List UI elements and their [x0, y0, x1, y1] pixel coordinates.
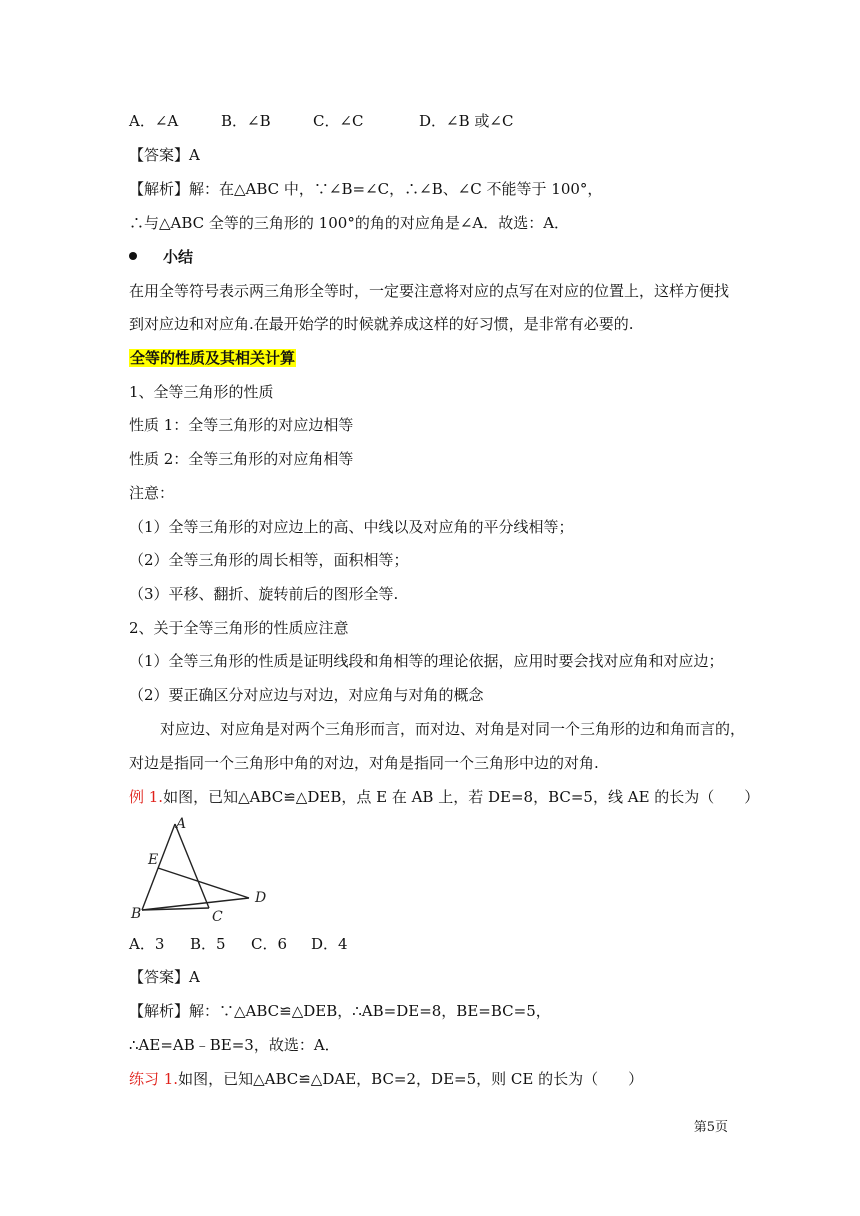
- option-b: B．∠B: [221, 112, 271, 130]
- note-item-1: （1）全等三角形的对应边上的高、中线以及对应角的平分线相等；: [129, 518, 574, 536]
- summary-heading: 小结: [129, 247, 193, 267]
- explanation-line-1: 对应边、对应角是对两个三角形而言，而对边、对角是对同一个三角形的边和角而言的，: [160, 720, 746, 738]
- option-d: D．∠B 或∠C: [419, 112, 514, 130]
- segment-AC: [175, 824, 209, 908]
- practice-label: 练习 1.: [129, 1070, 179, 1088]
- subheading-1: 1、全等三角形的性质: [129, 383, 274, 401]
- previous-analysis-line-1: 【解析】解：在△ABC 中，∵∠B=∠C，∴∠B、∠C 不能等于 100°，: [129, 180, 603, 198]
- highlighted-heading: 全等的性质及其相关计算: [130, 349, 296, 367]
- vertex-label-e: E: [148, 852, 159, 868]
- explanation-line-2: 对边是指同一个三角形中角的对边，对角是指同一个三角形中边的对角.: [129, 754, 599, 772]
- example-text: 如图，已知△ABC≌△DEB，点 E 在 AB 上，若 DE=8，BC=5，线 AE 的长为（ ）: [163, 788, 760, 806]
- property-1: 性质 1：全等三角形的对应边相等: [129, 416, 354, 434]
- summary-paragraph-line-1: 在用全等符号表示两三角形全等时，一定要注意将对应的点写在对应的位置上，这样方便找: [129, 282, 730, 300]
- previous-answer: 【答案】A: [129, 146, 200, 164]
- option-a: A．3: [129, 935, 165, 953]
- caution-item-2: （2）要正确区分对应边与对边，对应角与对角的概念: [129, 686, 484, 704]
- segment-AB: [142, 824, 175, 910]
- triangle-figure: [128, 816, 274, 922]
- example-1-answer: 【答案】A: [129, 968, 200, 986]
- option-c: C．∠C: [313, 112, 364, 130]
- vertex-label-a: A: [176, 816, 187, 832]
- example-label: 例 1.: [129, 788, 164, 806]
- summary-paragraph-line-2: 到对应边和对应角.在最开始学的时候就养成这样的好习惯，是非常有必要的.: [129, 315, 634, 333]
- note-item-2: （2）全等三角形的周长相等，面积相等；: [129, 551, 409, 569]
- practice-text: 如图，已知△ABC≌△DAE，BC=2，DE=5，则 CE 的长为（ ）: [178, 1070, 644, 1088]
- vertex-label-d: D: [255, 890, 267, 906]
- vertex-label-c: C: [212, 909, 223, 922]
- section-heading: [129, 348, 296, 368]
- note-label: 注意：: [129, 484, 175, 502]
- example-1-analysis-line-2: ∴AE=AB﹣BE=3，故选：A．: [129, 1036, 340, 1054]
- option-a: A．∠A: [129, 112, 179, 130]
- option-b: B．5: [190, 935, 226, 953]
- bullet-icon: [129, 252, 137, 260]
- subheading-2: 2、关于全等三角形的性质应注意: [129, 619, 349, 637]
- previous-question-options: [129, 111, 513, 131]
- option-c: C．6: [251, 935, 288, 953]
- example-1-question: [129, 787, 759, 807]
- example-1-analysis-line-1: 【解析】解：∵△ABC≌△DEB，∴AB=DE=8，BE=BC=5，: [129, 1002, 551, 1020]
- property-2: 性质 2：全等三角形的对应角相等: [129, 450, 354, 468]
- note-item-3: （3）平移、翻折、旋转前后的图形全等.: [129, 585, 399, 603]
- vertex-label-b: B: [131, 906, 142, 922]
- caution-item-1: （1）全等三角形的性质是证明线段和角相等的理论依据，应用时要会找对应角和对应边；: [129, 652, 724, 670]
- previous-analysis-line-2: ∴与△ABC 全等的三角形的 100°的角的对应角是∠A．故选：A．: [129, 214, 570, 232]
- practice-1-question: [129, 1069, 643, 1089]
- option-d: D．4: [311, 935, 348, 953]
- page-number: 第5页: [693, 1120, 728, 1135]
- example-1-options: [129, 934, 348, 954]
